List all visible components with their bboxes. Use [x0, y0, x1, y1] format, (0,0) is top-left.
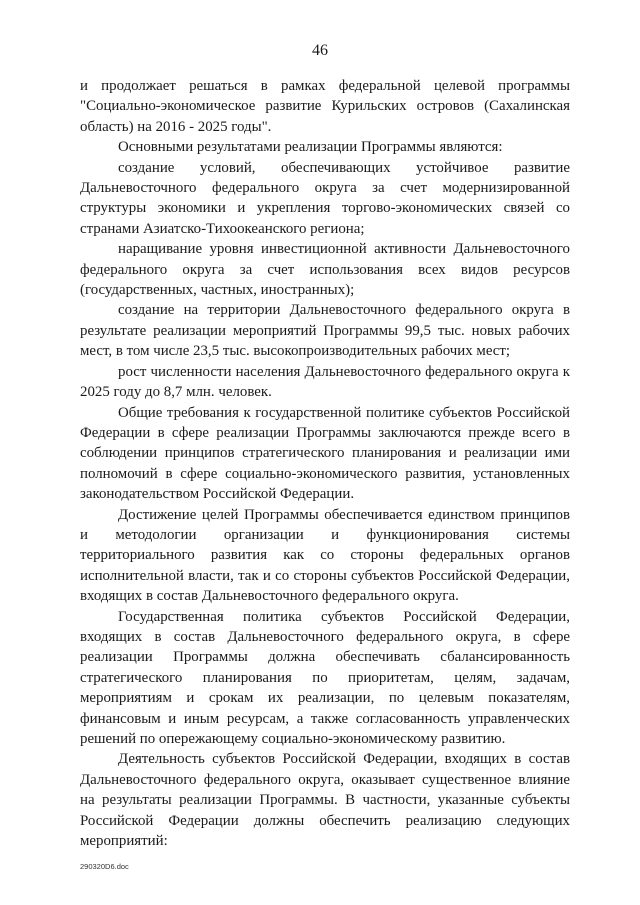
paragraph-state-policy: Государственная политика субъектов Российской Федерации, входящих в состав Дальневосточного федерального округа, в сфере реализации Программы должна обеспечивать сбалансированность стратегического планирования по приоритетам, целям, задачам, мероприятиям и срокам их реализации, по целевым показателям, финансовым и иным ресурсам, а также согласованность управленческих решений по опережающему социально-экономическому развитию. [80, 608, 570, 747]
paragraph-continuation: и продолжает решаться в рамках федеральной целевой программы "Социально-экономическое развитие Курильских островов (Сахалинская область) на 2016 - 2025 годы". [80, 78, 570, 135]
paragraph-result-population: рост численности населения Дальневосточного федерального округа к 2025 году до 8,7 млн. человек. [80, 363, 570, 401]
paragraph-general-requirements: Общие требования к государственной политике субъектов Российской Федерации в сфере реализации Программы заключаются прежде всего в соблюдении принципов стратегического планирования и реализации ими полномочий в сфере социально-экономического развития, установленных законодательством Российской Федерации. [80, 404, 570, 503]
paragraph-goals-achievement: Достижение целей Программы обеспечивается единством принципов и методологии организации и функционирования системы территориального развития как со стороны федеральных органов исполнительной власти, так и со стороны субъектов Российской Федерации, входящих в состав Дальневосточного федерального округа. [80, 506, 570, 605]
paragraph-result-conditions: создание условий, обеспечивающих устойчивое развитие Дальневосточного федерального округа за счет модернизированной структуры экономики и укрепления торгово-экономических связей со странами Азиатско-Тихоокеанского региона; [80, 159, 570, 237]
footer-filename: 290320D6.doc [80, 862, 129, 871]
document-body [80, 76, 570, 851]
paragraph-result-investment: наращивание уровня инвестиционной активности Дальневосточного федерального округа за счет использования всех видов ресурсов (государственных, частных, иностранных); [80, 241, 570, 299]
paragraph-subjects-activity: Деятельность субъектов Российской Федерации, входящих в состав Дальневосточного федерального округа, оказывает существенное влияние на результаты реализации Программы. В частности, указанные субъекты Российской Федерации должны обеспечить реализацию следующих мероприятий: [80, 751, 570, 850]
paragraph-result-jobs: создание на территории Дальневосточного федерального округа в результате реализации мероприятий Программы 99,5 тыс. новых рабочих мест, в том числе 23,5 тыс. высокопроизводительных рабочих мест; [80, 302, 570, 360]
page-number: 46 [312, 42, 328, 59]
paragraph-results-intro: Основными результатами реализации Программы являются: [118, 139, 503, 156]
